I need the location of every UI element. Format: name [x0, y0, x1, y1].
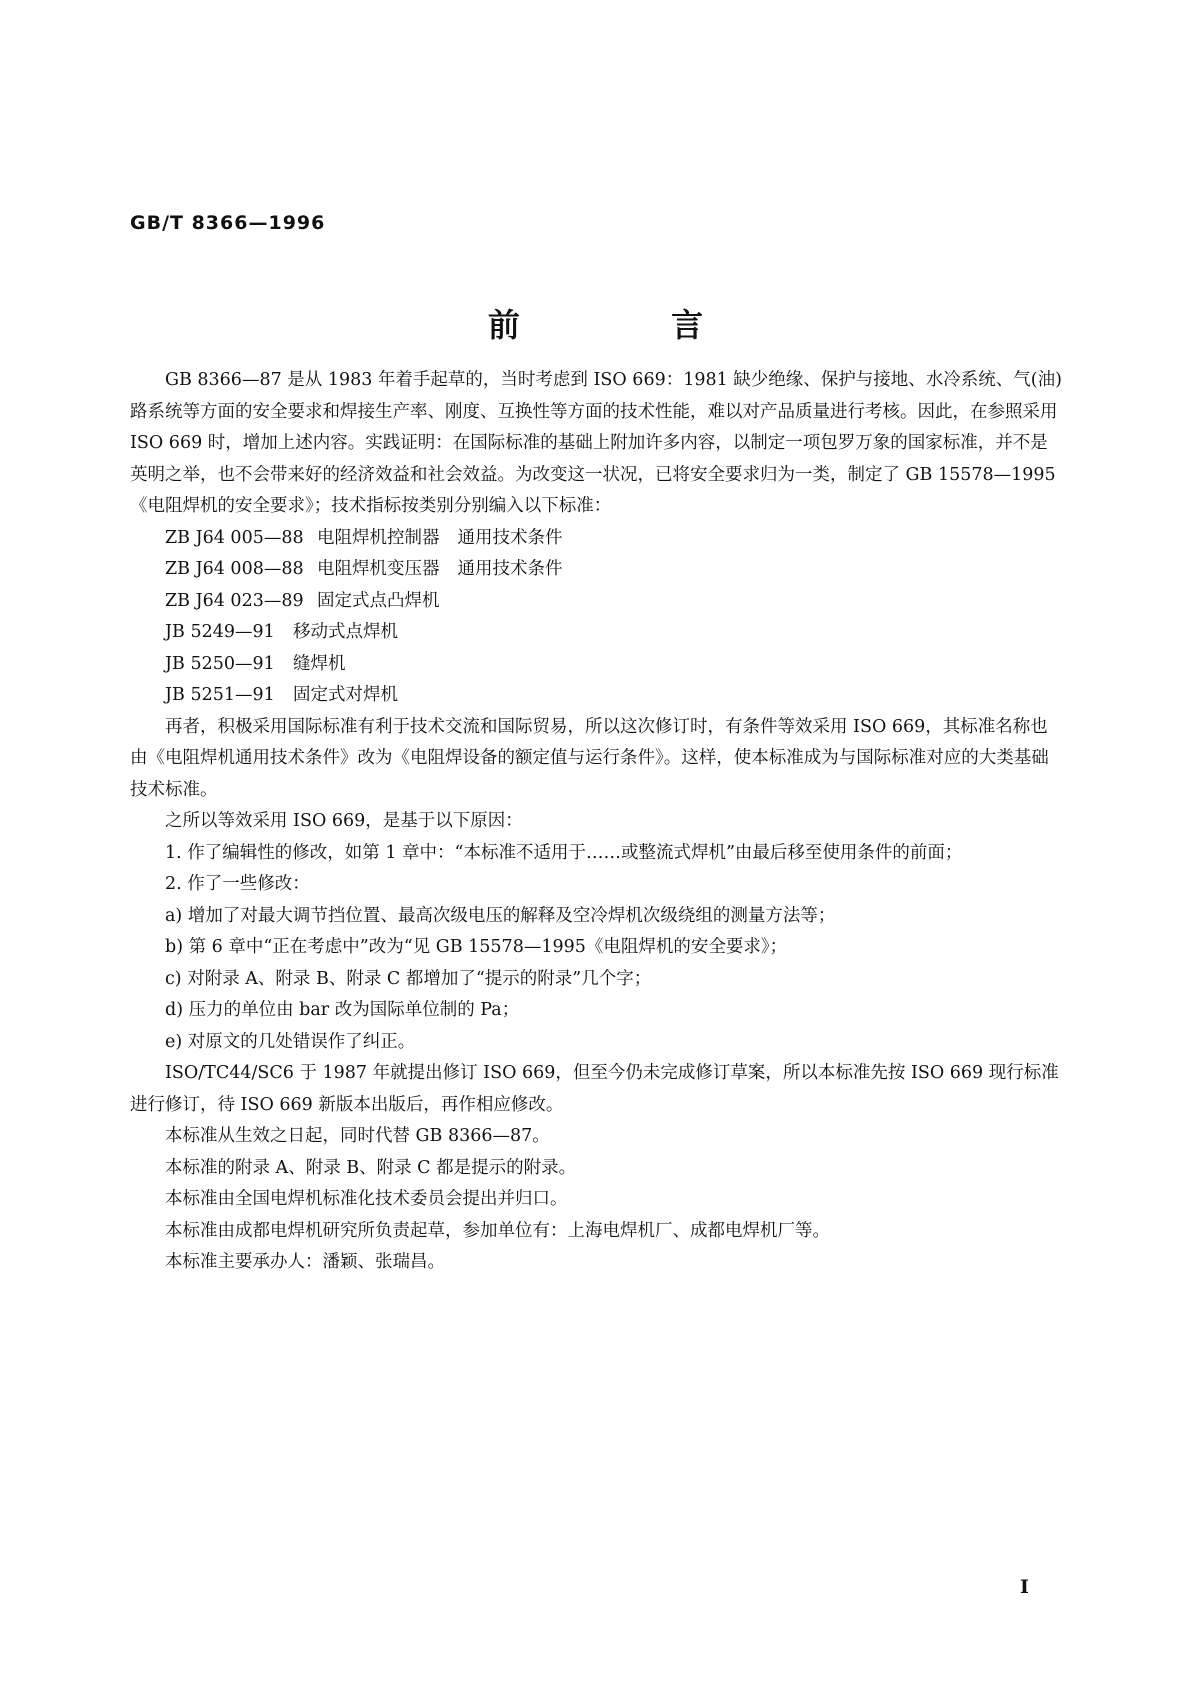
list-item	[130, 523, 1065, 555]
list-item	[130, 554, 1065, 586]
paragraph-reason-2d: d) 压力的单位由 bar 改为国际单位制的 Pa；	[165, 1000, 520, 1020]
foreword-body	[130, 365, 1065, 1279]
paragraph-reasons-intro: 之所以等效采用 ISO 669，是基于以下原因：	[165, 811, 523, 831]
page-title: 前 言	[487, 306, 774, 344]
standard-name-suffix: 通用技术条件	[457, 527, 563, 548]
paragraph-reason-2e: e) 对原文的几处错误作了纠正。	[165, 1031, 416, 1052]
paragraph-persons: 本标准主要承办人：潘颖、张瑞昌。	[165, 1252, 445, 1272]
standard-name: 电阻焊机变压器	[317, 559, 440, 579]
list-item	[130, 617, 1065, 649]
page-number: I	[1020, 1576, 1029, 1598]
standard-code: JB 5249—91	[165, 622, 275, 642]
paragraph-replaces: 本标准从生效之日起，同时代替 GB 8366—87。	[165, 1126, 550, 1146]
paragraph-background: GB 8366—87 是从 1983 年着手起草的，当时考虑到 ISO 669：1981 缺少绝缘、保护与接地、水冷系统、气(油)路系统等方面的安全要求和焊接生产率、刚度、互换性等方面的技术性能，难以对产品质量进行考核。因此，在参照采用 ISO 669 时，增加上述内容。实践证明：在国际标准的基础上附加许多内容，以制定一项包罗万象的国家标准，并不是英明之举，也不会带来好的经济效益和社会效益。为改变这一状况，已将安全要求归为一类，制定了 GB 15578—1995《电阻焊机的安全要求》；技术指标按类别分别编入以下标准：	[130, 370, 1062, 516]
list-item	[130, 680, 1065, 712]
standard-code: ZB J64 023—89	[165, 590, 304, 611]
standard-name: 固定式对焊机	[293, 685, 398, 705]
standard-name: 固定式点凸焊机	[317, 590, 440, 611]
standard-name: 移动式点焊机	[293, 622, 398, 642]
paragraph-reason-2a: a) 增加了对最大调节挡位置、最高次级电压的解释及空冷焊机次级绕组的测量方法等；	[165, 905, 836, 926]
document-code: GB/T 8366—1996	[130, 212, 326, 234]
paragraph-reason-2b: b) 第 6 章中“正在考虑中”改为“见 GB 15578—1995《电阻焊机的安全要求》；	[165, 937, 788, 957]
paragraph-reason-2: 2. 作了一些修改：	[165, 874, 310, 894]
standard-name: 缝焊机	[293, 653, 346, 674]
paragraph-reason-2c: c) 对附录 A、附录 B、附录 C 都增加了“提示的附录”几个字；	[165, 968, 652, 989]
paragraph-drafter: 本标准由成都电焊机研究所负责起草，参加单位有：上海电焊机厂、成都电焊机厂等。	[165, 1220, 830, 1241]
standard-name: 电阻焊机控制器	[317, 527, 440, 548]
paragraph-revision-status: ISO/TC44/SC6 于 1987 年就提出修订 ISO 669，但至今仍未完成修订草案，所以本标准先按 ISO 669 现行标准进行修订，待 ISO 669 新版本出版后，再作相应修改。	[130, 1063, 1059, 1115]
paragraph-proposer: 本标准由全国电焊机标准化技术委员会提出并归口。	[165, 1189, 568, 1209]
standard-code: ZB J64 005—88	[165, 527, 304, 548]
standards-list	[130, 523, 1065, 712]
paragraph-reason-1: 1. 作了编辑性的修改，如第 1 章中：“本标准不适用于……或整流式焊机”由最后移至使用条件的前面；	[165, 842, 963, 863]
standard-name-suffix: 通用技术条件	[457, 559, 563, 579]
standard-code: JB 5250—91	[165, 653, 275, 674]
standard-code: ZB J64 008—88	[165, 559, 304, 579]
list-item	[130, 649, 1065, 681]
list-item	[130, 586, 1065, 618]
standard-code: JB 5251—91	[165, 685, 275, 705]
paragraph-appendices: 本标准的附录 A、附录 B、附录 C 都是提示的附录。	[165, 1157, 577, 1178]
paragraph-adoption: 再者，积极采用国际标准有利于技术交流和国际贸易，所以这次修订时，有条件等效采用 ISO 669，其标准名称也由《电阻焊机通用技术条件》改为《电阻焊设备的额定值与运行条件》。这样，使本标准成为与国际标准对应的大类基础技术标准。	[130, 716, 1049, 800]
